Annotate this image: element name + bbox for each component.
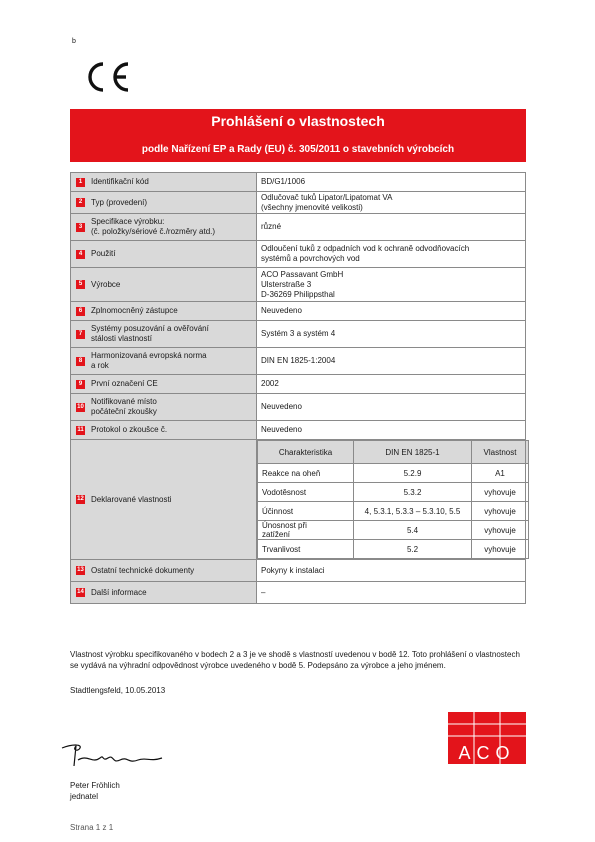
row-label-cell bbox=[71, 394, 257, 421]
row-label bbox=[71, 495, 256, 505]
signature bbox=[58, 740, 168, 770]
declared-cell-c1: Reakce na oheň bbox=[258, 464, 354, 483]
row-value: Neuvedeno bbox=[257, 394, 526, 421]
row-label-text: Specifikace výrobku: (č. položky/sériové č./rozměry atd.) bbox=[91, 217, 216, 236]
row-value: Neuvedeno bbox=[257, 421, 526, 440]
signer-block bbox=[70, 780, 120, 802]
declared-row bbox=[258, 502, 529, 521]
declared-cell-c2: 4, 5.3.1, 5.3.3 – 5.3.10, 5.5 bbox=[354, 502, 472, 521]
row-label-text: Použití bbox=[91, 249, 116, 258]
declared-properties-cell bbox=[257, 440, 526, 560]
row-label-cell bbox=[71, 348, 257, 375]
row-label-text: Výrobce bbox=[91, 279, 121, 289]
row-value: DIN EN 1825-1:2004 bbox=[257, 348, 526, 375]
row-label bbox=[71, 425, 256, 435]
declared-cell-c2: 5.4 bbox=[354, 521, 472, 540]
row-label bbox=[71, 397, 256, 417]
row-label-cell bbox=[71, 173, 257, 192]
declared-cell-c3: A1 bbox=[472, 464, 529, 483]
row-number-badge: 10 bbox=[77, 403, 84, 410]
row-label-text: Systémy posuzování a ověřování stálosti vlastností bbox=[91, 324, 209, 343]
row-value: různé bbox=[257, 214, 526, 241]
statement-text: Vlastnost výrobku specifikovaného v bodech 2 a 3 je ve shodě s vlastností uvedenou v bodě 12. Toto prohlášení o vlastnostech se vydává na výhradní odpovědnost výrobce uvedeného v bodě 5. Podepsáno za výrobce a jeho jménem. bbox=[70, 650, 520, 670]
row-number-badge: 3 bbox=[76, 223, 85, 232]
row-label-text: První označení CE bbox=[91, 379, 158, 388]
row-label-text: Harmonizovaná evropská norma a rok bbox=[91, 351, 207, 370]
row-label-text: Další informace bbox=[91, 587, 147, 597]
row-label-cell bbox=[71, 375, 257, 394]
declared-cell-c3: vyhovuje bbox=[472, 483, 529, 502]
row-label-cell bbox=[71, 582, 257, 604]
row-number-badge: 7 bbox=[76, 330, 85, 339]
declared-cell-c2: 5.3.2 bbox=[354, 483, 472, 502]
declared-cell-c3: vyhovuje bbox=[472, 540, 529, 559]
row-label-cell bbox=[71, 560, 257, 582]
row-label-cell bbox=[71, 302, 257, 321]
row-label-cell bbox=[71, 440, 257, 560]
declared-cell-c3: vyhovuje bbox=[472, 502, 529, 521]
row-label bbox=[71, 306, 256, 316]
row-number-badge: 13 bbox=[77, 567, 84, 573]
row-label-text: Deklarované vlastnosti bbox=[91, 494, 172, 504]
table-row bbox=[71, 348, 526, 375]
row-number-badge: 14 bbox=[77, 589, 84, 595]
row-number-badge: 4 bbox=[76, 250, 85, 259]
table-row bbox=[71, 192, 526, 214]
page-number: Strana 1 z 1 bbox=[70, 823, 114, 832]
declared-cell-c1: Účinnost bbox=[258, 502, 354, 521]
row-label-cell bbox=[71, 241, 257, 268]
table-row bbox=[71, 214, 526, 241]
row-label-cell bbox=[71, 268, 257, 302]
declared-cell-c2: 5.2 bbox=[354, 540, 472, 559]
table-row-declared bbox=[71, 440, 526, 560]
row-label-text: Protokol o zkoušce č. bbox=[91, 425, 168, 434]
row-label-text: Ostatní technické dokumenty bbox=[91, 565, 195, 575]
declaration-table bbox=[70, 172, 526, 604]
row-label bbox=[71, 351, 256, 371]
row-label bbox=[71, 217, 256, 237]
declared-header-cell: Vlastnost bbox=[472, 441, 529, 464]
declared-row bbox=[258, 483, 529, 502]
place-date: Stadtlengsfeld, 10.05.2013 bbox=[70, 686, 166, 695]
row-label bbox=[71, 198, 256, 208]
declared-row bbox=[258, 540, 529, 559]
signer-role: jednatel bbox=[70, 792, 99, 801]
row-label bbox=[71, 566, 256, 576]
table-row bbox=[71, 375, 526, 394]
declared-header-cell: Charakteristika bbox=[258, 441, 354, 464]
row-label bbox=[71, 177, 256, 187]
aco-logo bbox=[448, 712, 526, 764]
row-value: Odlučovač tuků Lipator/Lipatomat VA (všechny jmenovité velikosti) bbox=[257, 192, 526, 214]
document-title: Prohlášení o vlastnostech bbox=[211, 113, 385, 129]
row-value: BD/G1/1006 bbox=[257, 173, 526, 192]
row-number-badge: 11 bbox=[77, 426, 84, 433]
row-label-cell bbox=[71, 421, 257, 440]
row-number-badge: 1 bbox=[76, 178, 85, 187]
row-value: – bbox=[257, 582, 526, 604]
row-value: Odloučení tuků z odpadních vod k ochraně odvodňovacích systémů a povrchových vod bbox=[257, 241, 526, 268]
table-row bbox=[71, 302, 526, 321]
row-label-text: Zplnomocněný zástupce bbox=[91, 306, 178, 315]
row-label bbox=[71, 324, 256, 344]
title-banner bbox=[70, 109, 526, 162]
ce-mark-icon bbox=[84, 60, 132, 94]
table-row bbox=[71, 268, 526, 302]
row-label bbox=[71, 249, 256, 259]
document-subtitle: podle Nařízení EP a Rady (EU) č. 305/2011 o stavebních výrobcích bbox=[141, 144, 455, 155]
row-number-badge: 2 bbox=[76, 198, 85, 207]
row-label bbox=[71, 379, 256, 389]
aco-logo-text: ACO bbox=[458, 743, 516, 763]
row-value: Pokyny k instalaci bbox=[257, 560, 526, 582]
declared-cell-c1: Trvanlivost bbox=[258, 540, 354, 559]
declared-row bbox=[258, 521, 529, 540]
signer-name: Peter Fröhlich bbox=[70, 781, 120, 790]
row-label-cell bbox=[71, 214, 257, 241]
row-number-badge: 5 bbox=[76, 280, 85, 289]
row-value: ACO Passavant GmbH Ulsterstraße 3 D-36269 Philippsthal bbox=[257, 268, 526, 302]
row-label-text: Notifikované místo počáteční zkoušky bbox=[91, 397, 157, 416]
row-label-text: Identifikační kód bbox=[91, 177, 149, 186]
table-row bbox=[71, 560, 526, 582]
table-row bbox=[71, 321, 526, 348]
table-row bbox=[71, 582, 526, 604]
row-label-cell bbox=[71, 321, 257, 348]
declared-header-cell: DIN EN 1825-1 bbox=[354, 441, 472, 464]
row-value: Systém 3 a systém 4 bbox=[257, 321, 526, 348]
declared-header-row bbox=[258, 441, 529, 464]
row-label bbox=[71, 588, 256, 598]
declared-cell-c3: vyhovuje bbox=[472, 521, 529, 540]
table-row bbox=[71, 173, 526, 192]
row-number-badge: 6 bbox=[76, 307, 85, 316]
declared-cell-c2: 5.2.9 bbox=[354, 464, 472, 483]
row-value: 2002 bbox=[257, 375, 526, 394]
declared-cell-c1: Únosnost při zatížení bbox=[258, 521, 354, 540]
table-row bbox=[71, 394, 526, 421]
table-row bbox=[71, 421, 526, 440]
table-row bbox=[71, 241, 526, 268]
row-number-badge: 12 bbox=[77, 496, 84, 502]
row-label-cell bbox=[71, 192, 257, 214]
row-label bbox=[71, 280, 256, 290]
row-value: Neuvedeno bbox=[257, 302, 526, 321]
row-label-text: Typ (provedení) bbox=[91, 197, 148, 207]
corner-mark: b bbox=[72, 38, 76, 45]
row-number-badge: 9 bbox=[76, 380, 85, 389]
declared-row bbox=[258, 464, 529, 483]
row-number-badge: 8 bbox=[76, 357, 85, 366]
declared-properties-table bbox=[257, 440, 529, 559]
declared-cell-c1: Vodotěsnost bbox=[258, 483, 354, 502]
